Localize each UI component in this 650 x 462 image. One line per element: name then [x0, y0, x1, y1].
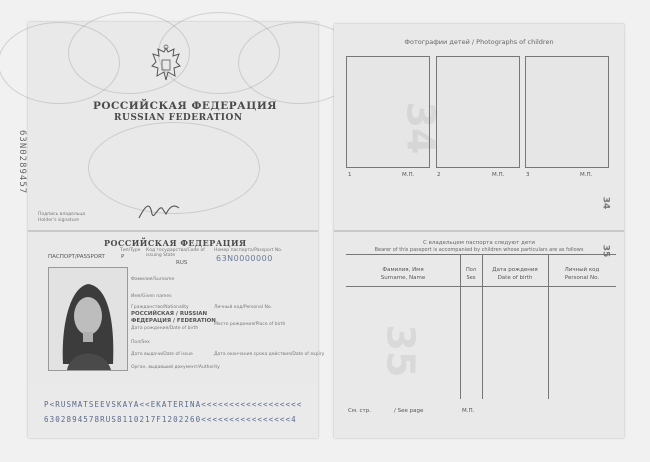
sex-label: Пол/Sex: [131, 340, 150, 345]
slot-1-stamp: М.П.: [402, 172, 415, 178]
page-fold: [28, 230, 318, 232]
code-label: Код государства/Code of issuing State: [146, 248, 205, 258]
signature-label-en: Holder's signature: [38, 218, 80, 223]
slot-2-number: 2: [437, 172, 441, 178]
page-fold: [334, 230, 624, 232]
col-personal-no-header-ru: Личный код: [564, 267, 600, 273]
surname-label: Фамилия/Surname: [131, 277, 175, 282]
mrz-line-2: 6302894578RUS8110217F1202260<<<<<<<<<<<<<<<<4: [44, 415, 297, 424]
children-photos-header: Фотографии детей / Photographs of children: [404, 38, 554, 46]
issue-date-label: Дата выдачи/Date of issue: [131, 352, 193, 357]
child-photo-slot-3: [525, 56, 609, 168]
data-page-country-ru: РОССИЙСКАЯ ФЕДЕРАЦИЯ: [104, 238, 247, 248]
expiry-date-label: Дата окончания срока действия/Date of expiry: [214, 352, 325, 357]
col-name-header-en: Surname, Name: [380, 275, 426, 281]
country-name-en: RUSSIAN FEDERATION: [114, 113, 243, 123]
nationality-value-en: ФЕДЕРАЦИЯ / FEDERATION: [131, 318, 216, 324]
serial-number-vertical: 63N0289457: [17, 130, 27, 195]
page-watermark-number: 35: [378, 324, 423, 378]
passport-number-label: Номер паспорта/Passport No.: [214, 248, 283, 253]
slot-2-stamp: М.П.: [492, 172, 505, 178]
passport-left-page: [17, 22, 325, 438]
holder-photo: [48, 267, 128, 371]
col-personal-no-header-en: Personal No.: [564, 275, 600, 281]
nationality-value-ru: РОССИЙСКАЯ / RUSSIAN: [131, 311, 208, 317]
col-sex-header-ru: Пол: [465, 267, 476, 273]
given-names-label: Имя/Given names: [131, 294, 172, 299]
authority-label: Орган, выдавший документ/Authority: [131, 365, 220, 370]
col-dob-header-en: Date of birth: [497, 275, 533, 281]
mrz-line-1: P<RUSMATSEEVSKAYA<<EKATERINA<<<<<<<<<<<<<<<<<<: [44, 400, 303, 409]
type-label: Тип/Type: [120, 248, 141, 253]
holder-signature: [136, 200, 182, 222]
page-watermark-number: 34: [398, 101, 443, 155]
slot-3-number: 3: [526, 172, 530, 178]
footer-stamp-label: М.П.: [462, 408, 475, 414]
type-value: P: [121, 254, 125, 260]
birth-date-label: Дата рождения/Date of birth: [131, 326, 199, 331]
mrz-zone: [28, 384, 318, 438]
col-dob-header-ru: Дата рождения: [492, 267, 538, 273]
passport-right-page: [334, 24, 624, 438]
slot-1-number: 1: [348, 172, 352, 178]
code-value: RUS: [176, 260, 188, 266]
personal-number-label: Личный код/Personal No.: [214, 305, 272, 310]
footer-see-page-label: / See page: [394, 408, 424, 414]
col-sex-header-en: Sex: [466, 275, 476, 281]
table-rule: [346, 254, 616, 255]
birth-place-label: Место рождения/Place of birth: [214, 322, 286, 327]
nationality-label: Гражданство/Nationality: [131, 305, 189, 310]
signature-label-ru: Подпись владельца: [38, 212, 86, 217]
children-info-title-en: Bearer of this passport is accompanied by children whose particulars are as follows: [374, 247, 584, 253]
table-rule: [346, 286, 616, 287]
children-info-title-ru: С владельцем паспорта следуют дети: [423, 240, 535, 246]
slot-3-stamp: М.П.: [580, 172, 593, 178]
child-photo-slot-2: [436, 56, 520, 168]
doc-type: ПАСПОРТ/PASSPORT: [48, 254, 105, 260]
page-number-bottom: 35: [600, 244, 611, 258]
footer-see-label: См. стр.: [348, 408, 371, 414]
double-headed-eagle-emblem: [148, 44, 184, 86]
page-number-top: 34: [600, 196, 611, 210]
passport-number-value: 63N0000000: [216, 254, 273, 263]
country-name-ru: РОССИЙСКАЯ ФЕДЕРАЦИЯ: [93, 100, 278, 112]
col-name-header-ru: Фамилия, Имя: [382, 267, 424, 273]
